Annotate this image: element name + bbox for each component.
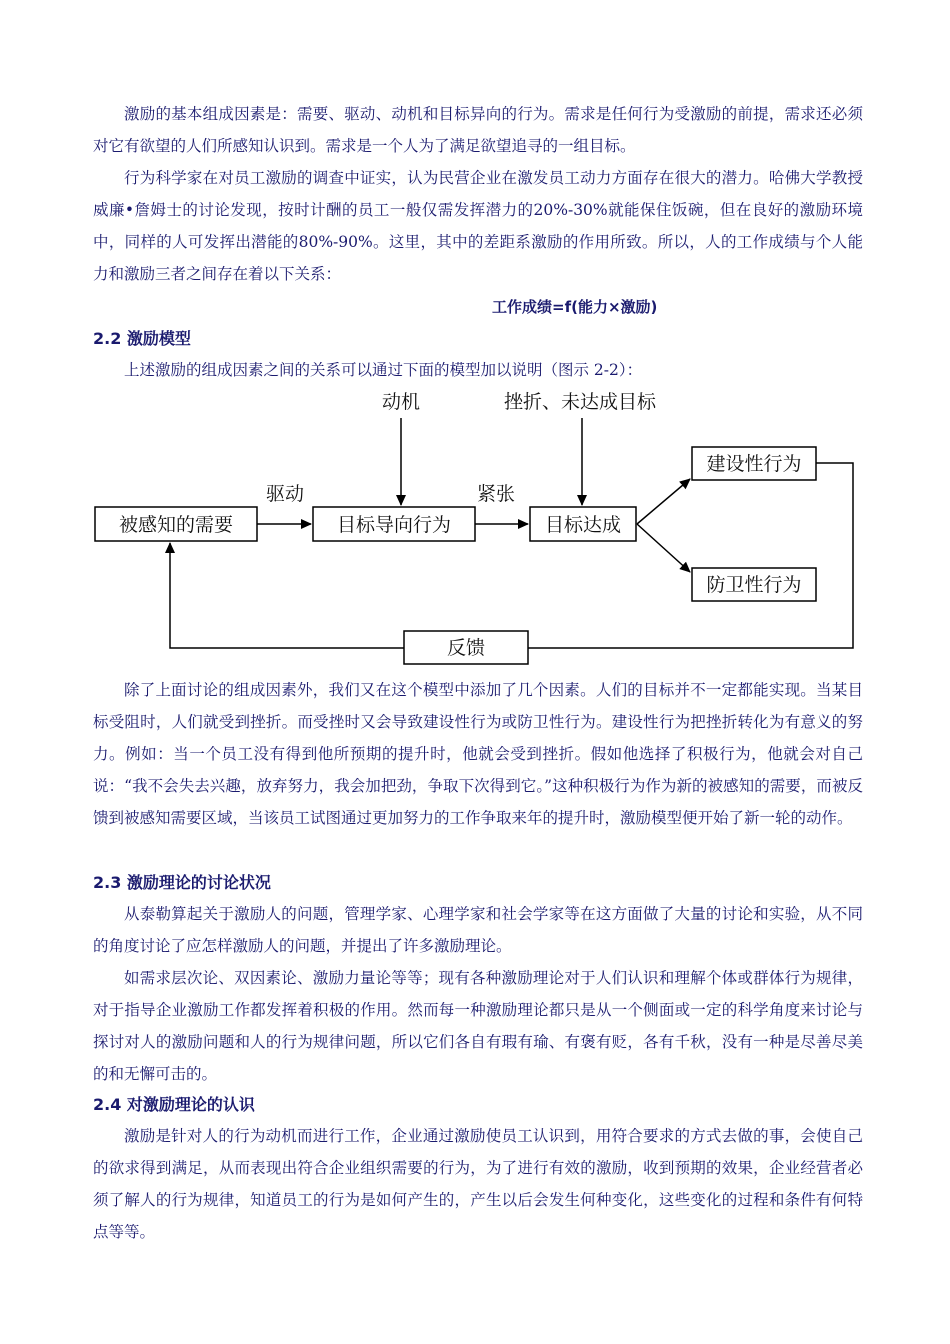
arrow-to-defensive (637, 524, 690, 572)
section-heading-2-4: 2.4 对激励理论的认识 (93, 1095, 255, 1114)
label-goal-behavior: 目标导向行为 (336, 514, 452, 536)
label-need: 被感知的需要 (118, 514, 234, 536)
paragraph-research: 行为科学家在对员工激励的调查中证实，认为民营企业在激发员工动力方面存在很大的潜力。哈佛大学教授威廉•詹姆士的讨论发现，按时计酬的员工一般仅需发挥潜力的20%-30%就能保住饭碗，但在良好的激励环境中，同样的人可发挥出潜能的80%-90%。这里，其中的差距系激励的作用所致。所以，人的工作成绩与个人能力和激励三者之间存在着以下关系： (93, 169, 863, 283)
label-drive: 驱动 (265, 483, 305, 505)
feedback-line-right (528, 463, 853, 648)
section-heading-2-2: 2.2 激励模型 (93, 329, 191, 348)
label-feedback: 反馈 (446, 637, 486, 659)
label-frustration: 挫折、未达成目标 (503, 391, 657, 413)
paragraph-basic-factors: 激励的基本组成因素是：需要、驱动、动机和目标异向的行为。需求是任何行为受激励的前提，需求还必须对它有欲望的人们所感知认识到。需求是一个人为了满足欲望追寻的一组目标。 (93, 105, 863, 155)
paragraph-model-intro: 上述激励的组成因素之间的关系可以通过下面的模型加以说明（图示 2-2）： (124, 361, 643, 379)
arrow-to-constructive (637, 479, 690, 524)
paragraph-theory-history: 从泰勒算起关于激励人的问题，管理学家、心理学家和社会学家等在这方面做了大量的讨论和实验，从不同的角度讨论了应怎样激励人的问题，并提出了许多激励理论。 (93, 905, 863, 955)
label-tension: 紧张 (476, 483, 516, 505)
formula: 工作成绩=f(能力×激励) (492, 298, 658, 316)
label-defensive: 防卫性行为 (706, 574, 802, 596)
paragraph-theory-types: 如需求层次论、双因素论、激励力量论等等；现有各种激励理论对于人们认识和理解个体或群体行为规律，对于指导企业激励工作都发挥着积极的作用。然而每一种激励理论都只是从一个侧面或一定的科学角度来讨论与探讨对人的激励问题和人的行为规律问题，所以它们各自有瑕有瑜、有褒有贬，各有千秋，没有一种是尽善尽美的和无懈可击的。 (93, 969, 863, 1083)
section-heading-2-3: 2.3 激励理论的讨论状况 (93, 873, 271, 892)
paragraph-model-explanation: 除了上面讨论的组成因素外，我们又在这个模型中添加了几个因素。人们的目标并不一定都能实现。当某目标受阻时，人们就受到挫折。而受挫时又会导致建设性行为或防卫性行为。建设性行为把挫折转化为有意义的努力。例如：当一个员工没有得到他所预期的提升时，他就会受到挫折。假如他选择了积极行为，他就会对自己说：“我不会失去兴趣，放弃努力，我会加把劲，争取下次得到它。”这种积极行为作为新的被感知的需要，而被反馈到被感知需要区域，当该员工试图通过更加努力的工作争取来年的提升时，激励模型便开始了新一轮的动作。 (93, 681, 863, 827)
feedback-line-left (170, 543, 404, 648)
label-motive: 动机 (381, 391, 421, 413)
label-goal-achieved: 目标达成 (544, 514, 622, 536)
label-constructive: 建设性行为 (706, 453, 802, 475)
paragraph-understanding: 激励是针对人的行为动机而进行工作，企业通过激励使员工认识到，用符合要求的方式去做的事，会使自己的欲求得到满足，从而表现出符合企业组织需要的行为，为了进行有效的激励，收到预期的效果，企业经营者必须了解人的行为规律，知道员工的行为是如何产生的，产生以后会发生何种变化，这些变化的过程和条件有何特点等等。 (93, 1127, 863, 1241)
